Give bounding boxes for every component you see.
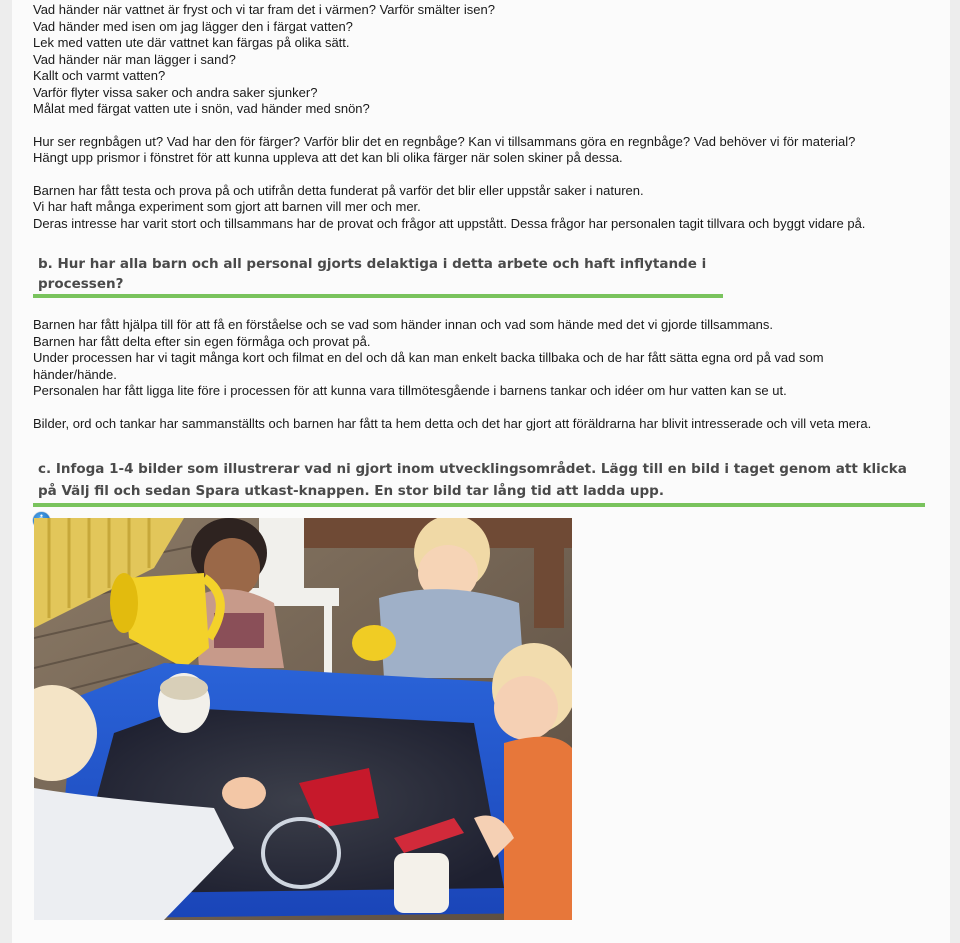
section-a-questions	[33, 0, 933, 118]
text-line: Barnen har fått delta efter sin egen förmåga och provat på.	[33, 333, 371, 349]
text-line: Vad händer när vattnet är fryst och vi tar fram det i värmen? Varför smälter isen?	[33, 2, 495, 17]
section-b-answer	[33, 317, 933, 400]
section-a-rainbow	[33, 134, 933, 167]
text-line: Personalen har fått ligga lite före i processen för att kunna vara tillmötesgående i barnens tankar och idéer om hur vatten kan se ut.	[33, 383, 787, 398]
text-line: Bilder, ord och tankar har sammanställts och barnen har fått ta hem detta och det har gjort att föräldrarna har blivit intresserade och vill veta mera.	[33, 415, 872, 431]
page-content	[33, 0, 933, 529]
form-page	[12, 0, 950, 943]
text-line: Målat med färgat vatten ute i snön, vad händer med snön?	[33, 101, 370, 116]
text-line: Vi har haft många experiment som gjort att barnen vill mer och mer.	[33, 199, 421, 214]
text-line: Barnen har fått testa och prova på och utifrån detta funderat på varför det blir eller uppstår saker i naturen.	[33, 182, 644, 198]
section-b-heading: b. Hur har alla barn och all personal gjorts delaktiga i detta arbete och haft inflytande i processen?	[38, 256, 707, 292]
section-b-closing	[33, 416, 933, 433]
text-line: Varför flyter vissa saker och andra saker sjunker?	[33, 84, 318, 100]
text-line: Kallt och varmt vatten?	[33, 68, 166, 83]
text-line: Vad händer när man lägger i sand?	[33, 51, 236, 67]
section-c-heading: c. Infoga 1-4 bilder som illustrerar vad ni gjort inom utvecklingsområdet. Lägg till en bild i taget genom att klicka på Välj fil och sedan Spara utkast-knappen. En stor bild tar lång tid att ladda upp.	[38, 461, 907, 499]
text-line: Barnen har fått hjälpa till för att få en förståelse och se vad som händer innan och vad som hände med det vi gjorde tillsammans.	[33, 317, 773, 332]
section-c-header	[33, 458, 925, 507]
text-line: Lek med vatten ute där vattnet kan färgas på olika sätt.	[33, 35, 350, 50]
uploaded-photo	[34, 518, 572, 920]
text-line: Hängt upp prismor i fönstret för att kunna uppleva att det kan bli olika färger när solen skiner på dessa.	[33, 150, 623, 165]
text-line: Under processen har vi tagit många kort och filmat en del och då kan man enkelt backa tillbaka och de har fått sätta egna ord på vad som händer/hände.	[33, 350, 824, 382]
text-line: Deras intresse har varit stort och tillsammans har de provat och frågor att uppstått. Dessa frågor har personalen tagit tillvara och byggt vidare på.	[33, 215, 866, 231]
section-b-header	[33, 254, 723, 298]
text-line: Hur ser regnbågen ut? Vad har den för färger? Varför blir det en regnbåge? Kan vi tillsammans göra en regnbåge? Vad behöver vi för material?	[33, 133, 856, 149]
text-line: Vad händer med isen om jag lägger den i färgat vatten?	[33, 18, 353, 34]
section-a-summary	[33, 183, 933, 233]
